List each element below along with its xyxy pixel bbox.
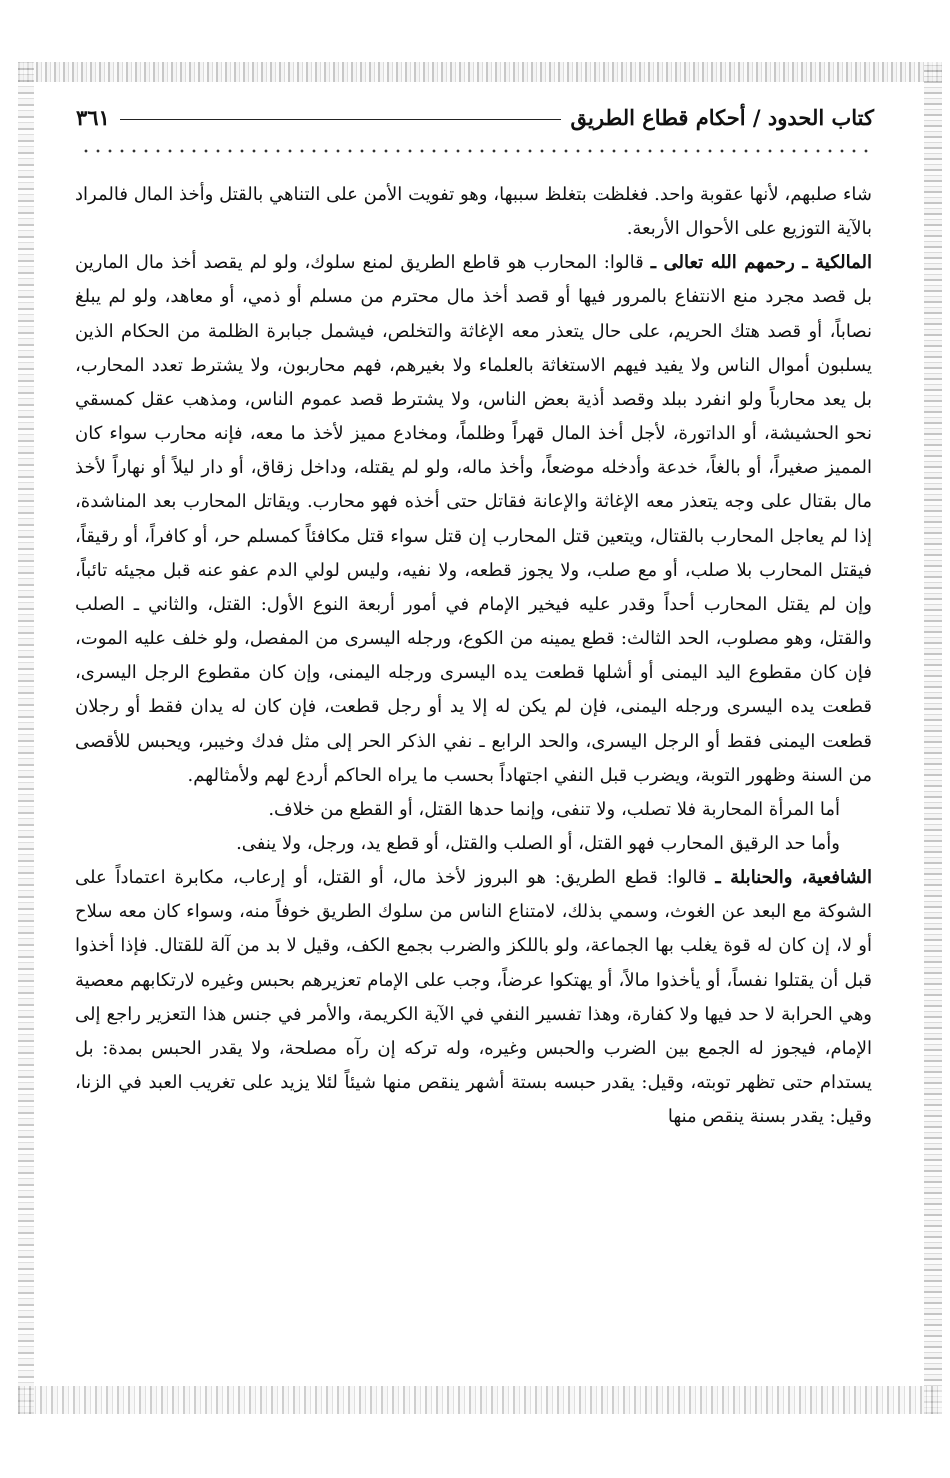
paragraph <box>75 793 872 827</box>
page-number: ٣٦١ <box>76 104 110 130</box>
paragraph-text: أما المرأة المحاربة فلا تصلب، ولا تنفى، وإنما حدها القتل، أو القطع من خلاف. <box>268 798 840 820</box>
paragraph <box>75 178 872 246</box>
section-heading: المالكية ـ رحمهم الله تعالى ـ <box>650 252 872 274</box>
paragraph <box>75 827 872 861</box>
paragraph <box>75 861 872 1134</box>
running-title: كتاب الحدود / أحكام قطاع الطريق <box>570 104 874 130</box>
decorative-border-bottom <box>18 1386 942 1414</box>
page-header <box>76 100 874 134</box>
paragraph <box>75 246 872 793</box>
decorative-border-left <box>18 62 34 1414</box>
decorative-border-right <box>924 62 942 1414</box>
paragraph-text: قالوا: المحارب هو قاطع الطريق لمنع سلوك، ولو لم يقصد أخذ مال المارين بل قصد مجرد منع الانتفاع بالمرور فيها أو قصد أخذ مال محترم من مسلم أو ذمي، أو معاهد، ولو لم يبلغ نصاباً، أو قصد هتك الحريم، على حال يتعذر معه الإغاثة والتخلص، فيشمل جبابرة الظلمة من الحكام الذين يسلبون أموال الناس ولا يفيد فيهم الاستغاثة بالعلماء ولا بغيرهم، فهم محاربون، ولا يشترط تعدد المحارب، بل يعد محارباً ولو انفرد ببلد وقصد أذية بعض الناس، ولا يشترط قصد عموم الناس، ومذهب عقل كمسقي نحو الحشيشة، أو الداتورة، لأجل أخذ المال قهراً وظلماً، ومخادع مميز لأخذ ما معه، فإنه محارب سواء كان المميز صغيراً، أو بالغاً، خدعة وأدخله موضعاً، وأخذ ماله، ولو لم يقتله، وداخل زقاق، أو دار ليلاً أو نهاراً لأخذ مال بقتال على وجه يتعذر معه الإغاثة والإعانة فقاتل حتى أخذه فهو محارب. ويقاتل المحارب بعد المناشدة، إذا لم يعاجل المحارب بالقتال، ويتعين قتل المحارب إن قتل سواء قتل مكافئاً كمسلم حر، أو كافراً، أو رقيقاً، فيقتل المحارب بلا صلب، أو مع صلب، ولا يجوز قطعه، ولا نفيه، وليس لولي الدم عفو عنه قبل مجيئه تائباً، وإن لم يقتل المحارب أحداً وقدر عليه فيخير الإمام في أمور أربعة النوع الأول: القتل، والثاني ـ الصلب والقتل، وهو مصلوب، الحد الثالث: قطع يمينه من الكوع، ورجله اليسرى من المفصل، ولو خلف عليه الموت، فإن كان مقطوع اليد اليمنى أو أشلها قطعت يده اليسرى ورجله اليمنى، وإن كان مقطوع الرجل اليسرى، قطعت يده اليسرى ورجله اليمنى، فإن لم يكن له إلا يد أو رجل قطعت، فإن كان له يدان فقط أو رجلان قطعت اليمنى فقط أو الرجل اليسرى، والحد الرابع ـ نفي الذكر الحر إلى مثل فدك وخيبر، ويحبس للأقصى من السنة وظهور التوبة، ويضرب قبل النفي اجتهاداً بحسب ما يراه الحاكم أردع لهم ولأمثالهم. <box>75 252 872 786</box>
paragraph-text: وأما حد الرقيق المحارب فهو القتل، أو الصلب والقتل، أو قطع يد، ورجل، ولا ينفى. <box>236 832 840 854</box>
header-dotted-separator <box>80 149 870 153</box>
paragraph-text: قالوا: قطع الطريق: هو البروز لأخذ مال، أو القتل، أو إرعاب، مكابرة اعتماداً على الشوكة مع البعد عن الغوث، وسمي بذلك، لامتناع الناس من سلوك الطريق خوفاً منه، وسواء كان معه سلاح أو لا، إن كان له قوة يغلب بها الجماعة، ولو باللكز والضرب بجمع الكف، وقيل لا بد من آلة للقتال. فإذا أخذوا قبل أن يقتلوا نفساً، أو يأخذوا مالاً، أو يهتكوا عرضاً، وجب على الإمام تعزيرهم بحبس وغيره لارتكابهم معصية وهي الحرابة لا حد فيها ولا كفارة، وهذا تفسير النفي في الآية الكريمة، والأمر في جنس هذا التعزير راجع إلى الإمام، فيجوز له الجمع بين الضرب والحبس وغيره، وله تركه إن رآه مصلحة، ولا يقدر الحبس بمدة: بل يستدام حتى تظهر توبته، وقيل: يقدر حبسه بستة أشهر ينقص منها شيئاً لئلا يزيد على تغريب العبد في الزنا، وقيل: يقدر بسنة ينقص منها <box>75 867 872 1128</box>
header-rule <box>120 119 561 120</box>
decorative-border-top <box>18 62 942 82</box>
section-heading: الشافعية، والحنابلة ـ <box>715 867 872 889</box>
paragraph-text: شاء صلبهم، لأنها عقوبة واحد. فغلظت بتغلظ سببها، وهو تفويت الأمن على التناهي بالقتل وأخذ المال فالمراد بالآية التوزيع على الأحوال الأربعة. <box>75 184 872 240</box>
page-body <box>75 178 872 1134</box>
